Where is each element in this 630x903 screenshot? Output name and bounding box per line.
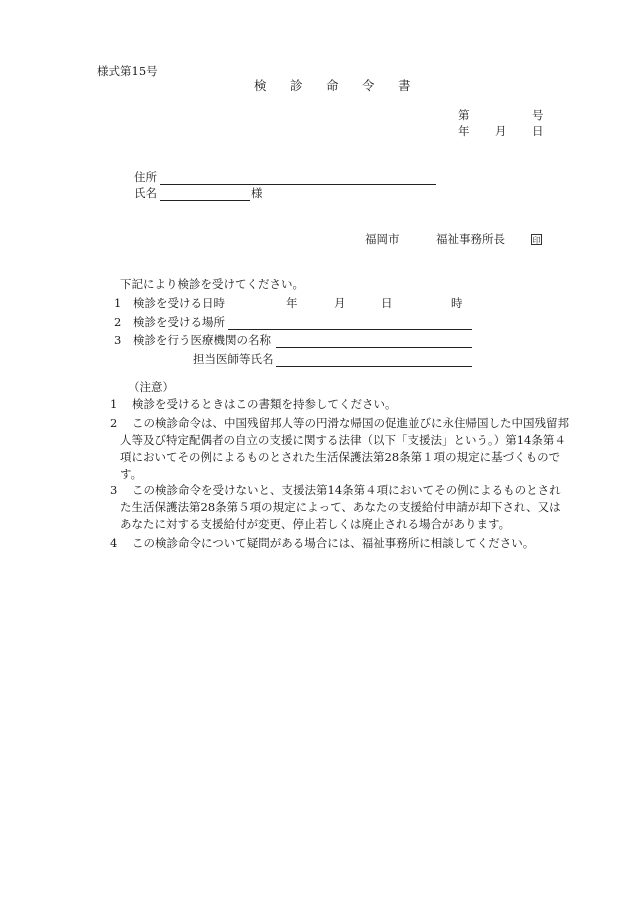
note-text: 検診を受けるときはこの書類を持参してください。 [132, 397, 397, 411]
item-number: 3 [114, 333, 122, 347]
issuer-city: 福岡市 [365, 232, 400, 246]
item-label: 検診を行う医療機関の名称 [133, 333, 271, 347]
issuer-office: 福祉事務所長 [436, 232, 505, 246]
item-number: 2 [114, 315, 122, 329]
exam-datetime [286, 296, 463, 310]
note-text: この検診命令について疑問がある場合には、福祉事務所に相談してください。 [132, 536, 535, 550]
note-item [110, 535, 570, 552]
form-number: 様式第15号 [97, 64, 158, 78]
honorific: 様 [251, 186, 263, 200]
doctor-name-field[interactable] [276, 352, 472, 367]
document-number [458, 108, 544, 122]
address-label: 住所 [134, 170, 157, 184]
doctor-label: 担当医師等氏名 [193, 352, 274, 366]
intro-text: 下記により検診を受けてください。 [120, 277, 304, 291]
note-number: 3 [110, 483, 118, 497]
note-item [110, 415, 570, 483]
note-text: この検診命令を受けないと、支援法第14条第４項においてその例によるものとされた生活保護法第28条第５項の規定によって、あなたの支援給付申請が却下され、又はあなたに対する支援給付が変更、停止若しくは廃止される場合があります。 [120, 483, 561, 531]
address-field[interactable] [160, 170, 436, 185]
document-title [254, 78, 434, 94]
note-number: 4 [110, 536, 118, 550]
note-text: この検診命令は、中国残留邦人等の円滑な帰国の促進並びに永住帰国した中国残留邦人等及び特定配偶者の自立の支援に関する法律（以下「支援法」という。）第14条第４項においてその例によるものとされた生活保護法第28条第１項の規定に基づくものです。 [120, 416, 569, 481]
notes-title: （注意） [128, 380, 174, 394]
datetime-year: 年 [286, 296, 298, 310]
date-day: 日 [532, 124, 544, 138]
number-prefix: 第 [458, 108, 470, 122]
seal-icon: 印 [532, 235, 541, 245]
item-label: 検診を受ける場所 [133, 315, 225, 329]
name-label: 氏名 [134, 186, 157, 200]
institution-name-field[interactable] [276, 333, 472, 348]
number-suffix: 号 [532, 108, 544, 122]
title-char: 診 [290, 78, 303, 93]
datetime-day: 日 [381, 296, 393, 310]
title-char: 検 [254, 78, 267, 93]
date-month: 月 [495, 124, 507, 138]
item-label: 検診を受ける日時 [133, 296, 225, 310]
item-number: 1 [114, 296, 122, 310]
note-number: 2 [110, 416, 118, 430]
note-number: 1 [110, 397, 118, 411]
datetime-hour: 時 [451, 296, 463, 310]
title-char: 命 [326, 78, 339, 93]
date-year: 年 [458, 124, 470, 138]
note-item [110, 396, 570, 413]
title-char: 書 [398, 78, 411, 93]
datetime-month: 月 [334, 296, 346, 310]
issue-date [458, 124, 569, 138]
issuer [365, 232, 542, 246]
name-field[interactable] [160, 186, 250, 201]
note-item [110, 482, 570, 533]
title-char: 令 [362, 78, 375, 93]
exam-place-field[interactable] [228, 315, 472, 330]
